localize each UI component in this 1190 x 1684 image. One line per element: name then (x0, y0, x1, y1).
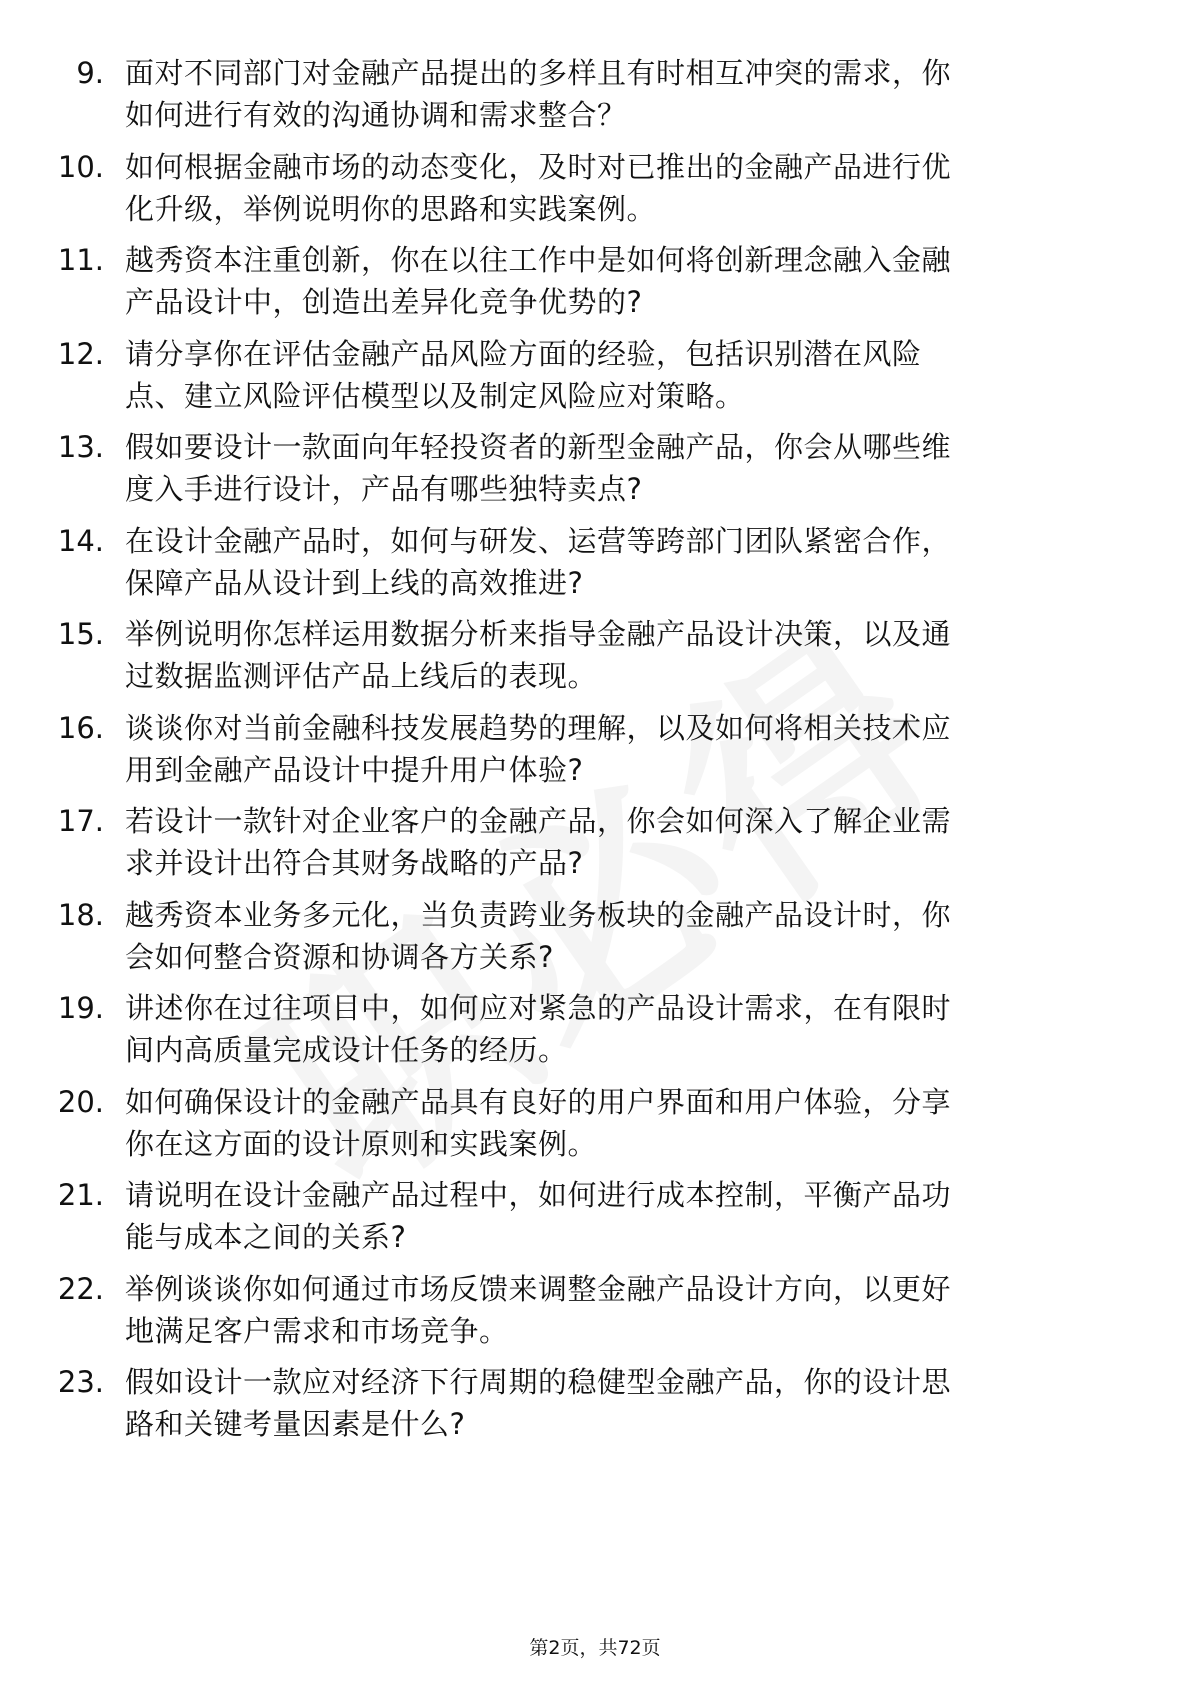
question-item (0, 146, 1190, 240)
question-text (125, 52, 1115, 136)
question-text (125, 239, 1115, 323)
question-line: 间内高质量完成设计任务的经历。 (125, 1033, 568, 1067)
question-line: 路和关键考量因素是什么? (125, 1407, 466, 1441)
question-number: 16. (57, 710, 104, 745)
question-line: 请分享你在评估金融产品风险方面的经验，包括识别潜在风险 (125, 336, 922, 371)
question-text (125, 1361, 1115, 1445)
question-list (0, 52, 1190, 1455)
question-item (0, 1081, 1190, 1175)
question-text (125, 707, 1115, 791)
question-text (125, 1268, 1115, 1352)
question-number: 11. (57, 243, 104, 277)
question-item (0, 520, 1190, 614)
question-number: 22. (57, 1271, 104, 1306)
question-line: 保障产品从设计到上线的高效推进? (125, 565, 584, 600)
question-line: 若设计一款针对企业客户的金融产品，你会如何深入了解企业需 (125, 804, 952, 838)
question-line: 越秀资本注重创新，你在以往工作中是如何将创新理念融入金融 (125, 243, 952, 277)
question-item (0, 800, 1190, 894)
question-item (0, 987, 1190, 1081)
question-number: 21. (57, 1178, 104, 1212)
question-text (125, 894, 1115, 978)
question-item (0, 1268, 1190, 1362)
question-line: 如何进行有效的沟通协调和需求整合？ (125, 98, 627, 132)
question-text (125, 333, 1115, 417)
question-line: 求并设计出符合其财务战略的产品? (125, 846, 584, 880)
question-line: 假如要设计一款面向年轻投资者的新型金融产品，你会从哪些维 (125, 430, 952, 464)
question-number: 18. (57, 897, 104, 932)
question-number: 20. (57, 1084, 104, 1119)
question-text (125, 1174, 1115, 1258)
question-text (125, 613, 1115, 697)
question-line: 地满足客户需求和市场竞争。 (125, 1313, 509, 1348)
question-line: 你在这方面的设计原则和实践案例。 (125, 1126, 598, 1161)
question-item (0, 52, 1190, 146)
question-item (0, 707, 1190, 801)
question-item (0, 894, 1190, 988)
question-number: 23. (57, 1365, 104, 1399)
question-item (0, 613, 1190, 707)
question-line: 如何确保设计的金融产品具有良好的用户界面和用户体验，分享 (125, 1084, 952, 1119)
question-line: 会如何整合资源和协调各方关系? (125, 939, 554, 974)
question-line: 请说明在设计金融产品过程中，如何进行成本控制，平衡产品功 (125, 1178, 952, 1212)
question-line: 过数据监测评估产品上线后的表现。 (125, 659, 598, 693)
question-number: 15. (57, 617, 104, 651)
question-line: 能与成本之间的关系? (125, 1220, 407, 1254)
question-line: 面对不同部门对金融产品提出的多样且有时相互冲突的需求，你 (125, 56, 952, 90)
question-text (125, 1081, 1115, 1165)
question-line: 产品设计中，创造出差异化竞争优势的? (125, 285, 643, 319)
question-number: 9. (76, 56, 104, 90)
question-item (0, 239, 1190, 333)
question-text (125, 426, 1115, 510)
question-item (0, 1361, 1190, 1455)
question-line: 用到金融产品设计中提升用户体验? (125, 752, 584, 787)
question-number: 19. (57, 991, 104, 1025)
question-text (125, 800, 1115, 884)
question-line: 度入手进行设计，产品有哪些独特卖点? (125, 472, 643, 506)
question-line: 谈谈你对当前金融科技发展趋势的理解，以及如何将相关技术应 (125, 710, 952, 745)
question-line: 越秀资本业务多元化，当负责跨业务板块的金融产品设计时，你 (125, 897, 952, 932)
question-text (125, 520, 1115, 604)
question-line: 在设计金融产品时，如何与研发、运营等跨部门团队紧密合作， (125, 523, 952, 558)
question-line: 如何根据金融市场的动态变化，及时对已推出的金融产品进行优 (125, 149, 952, 184)
question-number: 17. (57, 804, 104, 838)
question-line: 点、建立风险评估模型以及制定风险应对策略。 (125, 378, 745, 413)
question-item (0, 426, 1190, 520)
question-number: 10. (57, 149, 104, 184)
question-line: 讲述你在过往项目中，如何应对紧急的产品设计需求，在有限时 (125, 991, 952, 1025)
question-line: 化升级，举例说明你的思路和实践案例。 (125, 191, 657, 226)
question-text (125, 146, 1115, 230)
question-number: 12. (57, 336, 104, 371)
question-line: 举例谈谈你如何通过市场反馈来调整金融产品设计方向，以更好 (125, 1271, 952, 1306)
page-footer: 第2页，共72页 (529, 1637, 661, 1659)
question-line: 假如设计一款应对经济下行周期的稳健型金融产品，你的设计思 (125, 1365, 952, 1399)
question-number: 14. (57, 523, 104, 558)
question-number: 13. (57, 430, 104, 464)
question-text (125, 987, 1115, 1071)
question-item (0, 333, 1190, 427)
question-item (0, 1174, 1190, 1268)
question-line: 举例说明你怎样运用数据分析来指导金融产品设计决策，以及通 (125, 617, 952, 651)
